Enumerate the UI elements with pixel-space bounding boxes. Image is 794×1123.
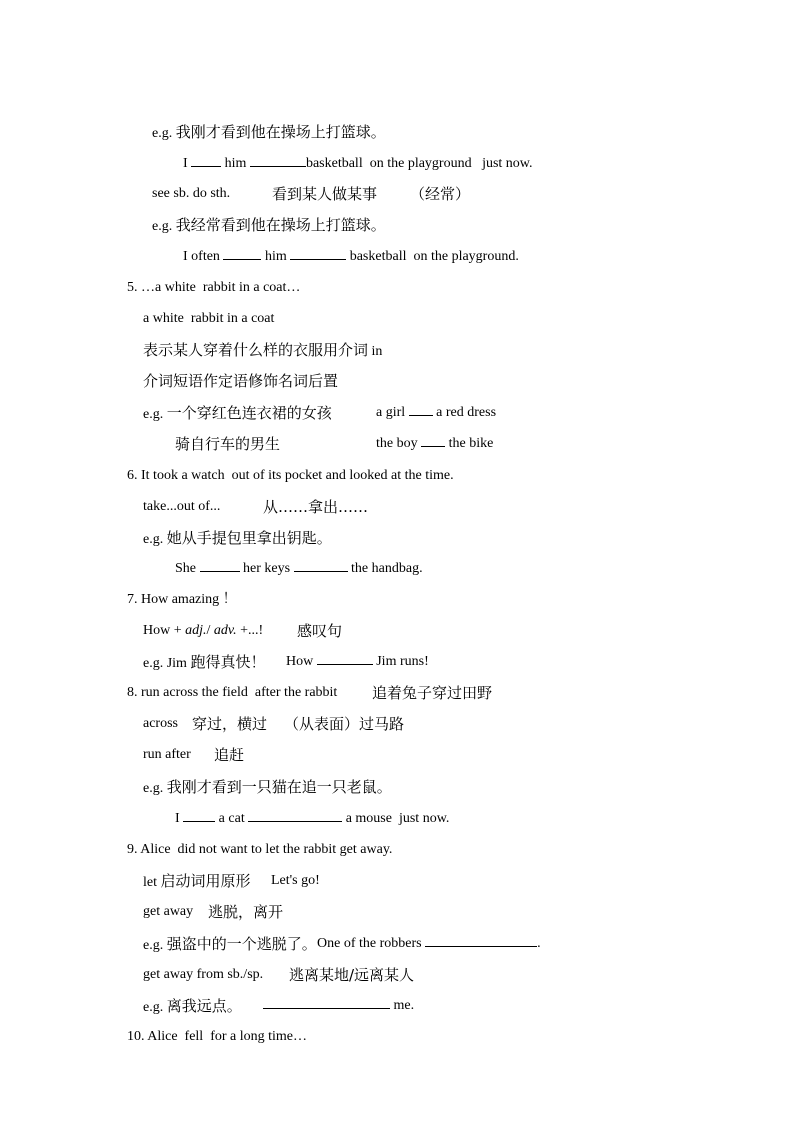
chinese-phrase: 骑自行车的男生 [175, 435, 281, 453]
text: I [183, 156, 192, 171]
phrase: let [143, 875, 161, 890]
text: me. [390, 998, 415, 1013]
chinese-phrase: 一个穿红色连衣裙的女孩 [166, 404, 332, 422]
phrase: a white rabbit in a coat [143, 311, 275, 326]
chinese-explanation: 介词短语作定语修饰名词后置 [143, 372, 339, 390]
text: the bike [445, 436, 494, 451]
heading-text: 9. Alice did not want to let the rabbit get away. [127, 842, 393, 857]
chinese-sentence: 我刚才看到一只猫在追一只老鼠。 [166, 778, 392, 796]
heading-text: 7. How amazing ！ [127, 592, 237, 607]
chinese-sentence: 她从手提包里拿出钥匙。 [166, 529, 332, 547]
eg-label: e.g. [143, 938, 167, 953]
eg-label: e.g. [143, 1000, 167, 1015]
heading-text: 8. run across the field after the rabbit [127, 685, 338, 700]
chinese-meaning: 逃脱，离开 [208, 903, 284, 921]
eg-label: e.g. [152, 126, 176, 141]
text: I [175, 811, 184, 826]
text: a cat [215, 811, 249, 826]
text: a mouse just now. [342, 811, 450, 826]
chinese-meaning: 穿过，横过 [192, 715, 268, 733]
fill-blank[interactable] [294, 559, 348, 572]
eg-label: e.g. [143, 532, 167, 547]
separator: / [206, 623, 214, 638]
eg-label: e.g. [143, 781, 167, 796]
chinese-meaning: 感叹句 [297, 622, 343, 640]
text: Jim runs! [372, 654, 429, 669]
phrase: across [143, 716, 178, 731]
text: e.g. Jim [143, 656, 191, 671]
chinese-meaning: 逃离某地/远离某人 [289, 966, 415, 984]
text: in [368, 344, 383, 359]
text: . [537, 936, 541, 951]
chinese-meaning: 从……拿出…… [263, 498, 369, 516]
text: the handbag. [347, 561, 423, 576]
chinese-meaning: 追赶 [214, 746, 245, 764]
phrase: get away from sb./sp. [143, 967, 264, 982]
eg-label: e.g. [152, 219, 176, 234]
chinese-meaning: 看到某人做某事 [272, 185, 378, 203]
text: She [175, 561, 200, 576]
chinese-sentence: 我经常看到他在操场上打篮球。 [175, 216, 386, 234]
heading-text: 10. Alice fell for a long time… [127, 1029, 308, 1044]
text: him [221, 156, 250, 171]
chinese-meaning: 追着兔子穿过田野 [372, 684, 493, 702]
text: How [286, 654, 317, 669]
text: +...! [236, 623, 264, 638]
text: Let's go! [271, 873, 320, 888]
phrase: take...out of... [143, 499, 221, 514]
eg-label: e.g. [143, 407, 167, 422]
adj-term: adj. [185, 623, 207, 638]
chinese-note: （从表面）过马路 [284, 715, 405, 733]
chinese-sentence: 离我远点。 [166, 997, 242, 1015]
fill-blank[interactable] [409, 403, 433, 416]
chinese-sentence: 我刚才看到他在操场上打篮球。 [175, 123, 386, 141]
text: her keys [239, 561, 294, 576]
chinese-note: （经常） [410, 185, 471, 203]
text: basketball on the playground. [346, 249, 519, 264]
text: One of the robbers [317, 936, 426, 951]
adv-term: adv. [213, 623, 237, 638]
heading-text: 6. It took a watch out of its pocket and looked at the time. [127, 468, 454, 483]
text: a red dress [432, 405, 497, 420]
phrase: run after [143, 747, 191, 762]
text: I often [183, 249, 224, 264]
chinese-sentence: 强盗中的一个逃脱了。 [166, 935, 317, 953]
text: him [261, 249, 291, 264]
heading-text: 5. …a white rabbit in a coat… [127, 280, 301, 295]
text: a girl [376, 405, 409, 420]
phrase: get away [143, 904, 194, 919]
fill-blank[interactable] [250, 154, 306, 167]
chinese-explanation: 表示某人穿着什么样的衣服用介词 [143, 341, 369, 359]
section-heading-10 [120, 1007, 307, 1047]
text: basketball on the playground just now. [305, 156, 533, 171]
fill-blank[interactable] [425, 934, 537, 947]
chinese-sentence: 跑得真快！ [190, 653, 266, 671]
text: How + [143, 623, 186, 638]
chinese-explanation: 启动词用原形 [160, 872, 251, 890]
phrase: see sb. do sth. [152, 186, 231, 201]
text: the boy [376, 436, 422, 451]
